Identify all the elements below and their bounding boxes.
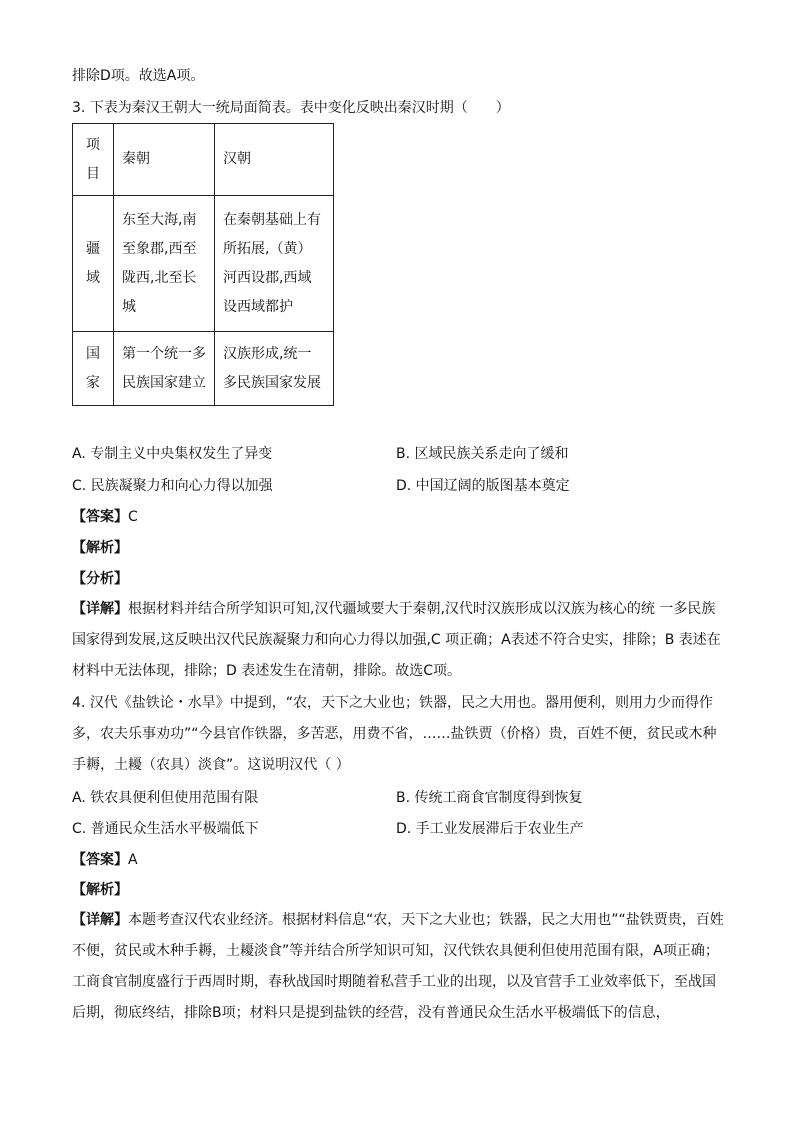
q3-option-d: D. 中国辽阔的版图基本奠定 [396, 478, 570, 494]
table-cell: 汉族形成,统一多民族国家发展 [215, 332, 334, 406]
q3-analysis-tag: 【解析】 [72, 540, 128, 556]
q4-answer-line [72, 850, 138, 870]
detail-text: 本题考查汉代农业经济。根据材料信息“农，天下之大业也；铁器，民之大用也”“盐铁贾贵，百姓不便，贫民或木种手耨，土耰淡食”等并结合所学知识可知，汉代铁农具便利但使用范围有限，A项正确；工商食官制度盛行于西周时期，春秋战国时期随着私营手工业的出现，以及官营手工业效率低下，至战国后期，彻底终结，排除B项；材料只是提到盐铁的经营，没有普通民众生活水平极端低下的信息， [72, 912, 724, 1021]
q3-detail [72, 594, 724, 687]
table-cell: 疆域 [73, 196, 114, 332]
answer-value: C [128, 509, 138, 525]
q3-option-a: A. 专制主义中央集权发生了异变 [72, 446, 273, 462]
detail-tag: 【详解】 [72, 601, 128, 617]
q3-fenxi-tag: 【分析】 [72, 571, 128, 587]
table-row [73, 124, 334, 196]
q4-stem: 4. 汉代《盐铁论・水旱》中提到，“农，天下之大业也；铁器，民之大用也。器用便利，则用力少而得作多，农夫乐事劝功”“今县官作铁器，多苦恶，用费不省，……盐铁贾（价格）贵，百姓不便，贫民或木种手耨，土耰（农具）淡食”。这说明汉代（ ） [72, 695, 717, 773]
table-header-cell: 秦朝 [114, 124, 215, 196]
answer-value: A [128, 852, 138, 868]
q3-table [72, 123, 334, 406]
q4-option-a: A. 铁农具便利但使用范围有限 [72, 790, 259, 806]
table-header-cell: 汉朝 [215, 124, 334, 196]
table-cell: 第一个统一多民族国家建立 [114, 332, 215, 406]
q4-detail [72, 905, 724, 1029]
q4-analysis-tag: 【解析】 [72, 882, 128, 898]
detail-tag: 【详解】 [72, 912, 128, 928]
q3-stem: 3. 下表为秦汉王朝大一统局面简表。表中变化反映出秦汉时期（ ） [72, 100, 510, 116]
table-row [73, 332, 334, 406]
answer-tag: 【答案】 [72, 852, 128, 868]
q4-option-d: D. 手工业发展滞后于农业生产 [396, 821, 584, 837]
q3-option-c: C. 民族凝聚力和向心力得以加强 [72, 478, 273, 494]
detail-text: 根据材料并结合所学知识可知,汉代疆域要大于秦朝,汉代时汉族形成以汉族为核心的统 一多民族国家得到发展,这反映出汉代民族凝聚力和向心力得以加强,C 项正确；A表述不符合史实，排除；B 表述在材料中无法体现，排除；D 表述发生在清朝，排除。故选C项。 [72, 601, 721, 679]
table-row [73, 196, 334, 332]
q3-option-b: B. 区域民族关系走向了缓和 [396, 446, 569, 462]
table-cell: 在秦朝基础上有所拓展,（黄）河西设郡,西域设西域都护 [215, 196, 334, 332]
table-cell: 国家 [73, 332, 114, 406]
table-cell: 东至大海,南至象郡,西至陇西,北至长城 [114, 196, 215, 332]
q4-option-b: B. 传统工商食官制度得到恢复 [396, 790, 583, 806]
q4-option-c: C. 普通民众生活水平极端低下 [72, 821, 259, 837]
intro-line: 排除D项。故选A项。 [72, 68, 205, 84]
answer-tag: 【答案】 [72, 509, 128, 525]
table-header-cell: 项目 [73, 124, 114, 196]
q3-answer-line [72, 507, 138, 527]
